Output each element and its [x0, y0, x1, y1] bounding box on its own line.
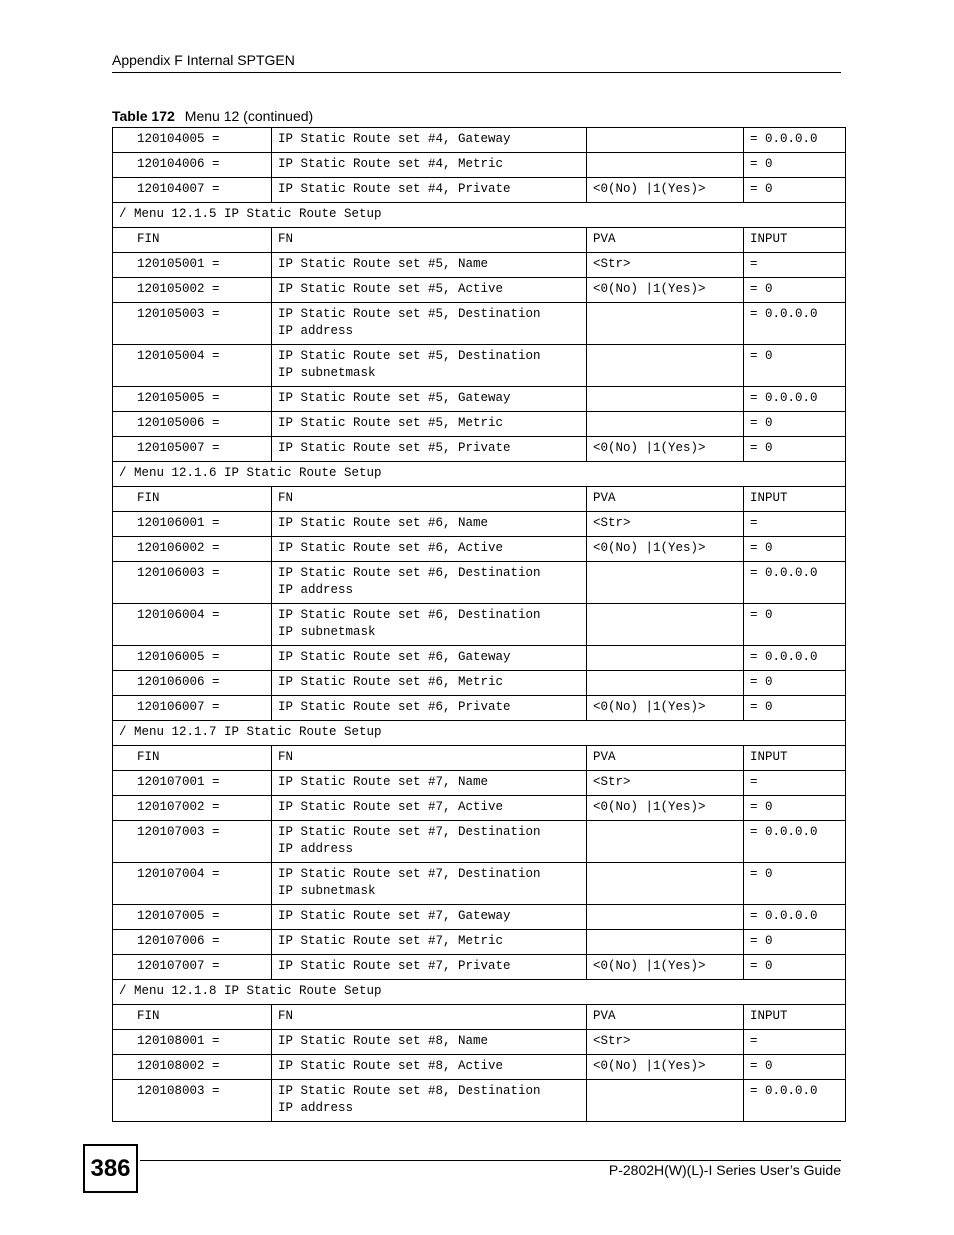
table-row — [113, 863, 846, 905]
table-row — [113, 303, 846, 345]
footer-divider — [140, 1160, 841, 1161]
fn-line: IP Static Route set #8, Name — [278, 1034, 489, 1048]
fn-header — [272, 1005, 587, 1030]
fn-line: IP Static Route set #5, Private — [278, 441, 511, 455]
fn-header — [272, 746, 587, 771]
input-cell: = 0.0.0.0 — [744, 562, 846, 604]
fn-line: IP Static Route set #7, Metric — [278, 934, 504, 948]
fn-cell — [272, 821, 587, 863]
fin-cell: 120108001 = — [113, 1030, 272, 1055]
fin-header: FIN — [113, 746, 272, 771]
pva-cell: <Str> — [587, 1030, 744, 1055]
input-cell: = — [744, 253, 846, 278]
fn-line: IP subnetmask — [278, 625, 376, 639]
pva-cell: <0(No) |1(Yes)> — [587, 537, 744, 562]
pva-cell: <0(No) |1(Yes)> — [587, 178, 744, 203]
fn-cell — [272, 303, 587, 345]
table-row — [113, 437, 846, 462]
input-cell: = 0 — [744, 930, 846, 955]
pva-cell — [587, 671, 744, 696]
fn-line: IP Static Route set #8, Destination — [278, 1084, 541, 1098]
fin-cell: 120106004 = — [113, 604, 272, 646]
fn-line: FN — [278, 232, 294, 246]
table-row — [113, 412, 846, 437]
input-header: INPUT — [744, 228, 846, 253]
table-row — [113, 387, 846, 412]
input-cell: = 0.0.0.0 — [744, 905, 846, 930]
section-header: Appendix F Internal SPTGEN — [112, 52, 295, 68]
table-header-row — [113, 746, 846, 771]
input-cell: = 0 — [744, 278, 846, 303]
input-cell: = 0 — [744, 537, 846, 562]
fn-cell — [272, 412, 587, 437]
fn-cell — [272, 278, 587, 303]
fn-line: IP Static Route set #6, Metric — [278, 675, 504, 689]
table-row — [113, 930, 846, 955]
fn-line: IP Static Route set #6, Destination — [278, 608, 541, 622]
section-row — [113, 980, 846, 1005]
pva-cell — [587, 821, 744, 863]
fn-line: IP Static Route set #6, Name — [278, 516, 489, 530]
fin-cell: 120106001 = — [113, 512, 272, 537]
pva-cell — [587, 604, 744, 646]
table-row — [113, 537, 846, 562]
fn-cell — [272, 345, 587, 387]
table-caption — [112, 108, 313, 124]
table-row — [113, 821, 846, 863]
pva-header: PVA — [587, 228, 744, 253]
fn-cell — [272, 905, 587, 930]
input-cell: = 0 — [744, 345, 846, 387]
fn-header — [272, 228, 587, 253]
table-header-row — [113, 228, 846, 253]
fn-cell — [272, 1030, 587, 1055]
fn-header — [272, 487, 587, 512]
pva-cell: <0(No) |1(Yes)> — [587, 278, 744, 303]
section-title: / Menu 12.1.5 IP Static Route Setup — [113, 203, 846, 228]
fin-cell: 120104007 = — [113, 178, 272, 203]
table-row — [113, 178, 846, 203]
fin-cell: 120105007 = — [113, 437, 272, 462]
fin-cell: 120107001 = — [113, 771, 272, 796]
fin-cell: 120108002 = — [113, 1055, 272, 1080]
section-title: / Menu 12.1.6 IP Static Route Setup — [113, 462, 846, 487]
pva-cell: <0(No) |1(Yes)> — [587, 1055, 744, 1080]
fn-cell — [272, 604, 587, 646]
fn-line: IP subnetmask — [278, 884, 376, 898]
fin-cell: 120106005 = — [113, 646, 272, 671]
pva-cell: <0(No) |1(Yes)> — [587, 437, 744, 462]
fin-cell: 120106002 = — [113, 537, 272, 562]
fin-cell: 120105003 = — [113, 303, 272, 345]
fn-cell — [272, 562, 587, 604]
section-title: / Menu 12.1.7 IP Static Route Setup — [113, 721, 846, 746]
pva-cell — [587, 646, 744, 671]
input-cell: = 0.0.0.0 — [744, 1080, 846, 1122]
fn-line: IP Static Route set #5, Metric — [278, 416, 504, 430]
fn-line: IP Static Route set #6, Destination — [278, 566, 541, 580]
fin-cell: 120108003 = — [113, 1080, 272, 1122]
pva-cell — [587, 905, 744, 930]
fn-line: IP address — [278, 324, 354, 338]
fin-cell: 120105006 = — [113, 412, 272, 437]
table-row — [113, 512, 846, 537]
fn-cell — [272, 1055, 587, 1080]
fn-line: IP Static Route set #5, Gateway — [278, 391, 511, 405]
input-cell: = 0.0.0.0 — [744, 303, 846, 345]
fin-cell: 120107005 = — [113, 905, 272, 930]
fin-header: FIN — [113, 487, 272, 512]
table-row — [113, 278, 846, 303]
pva-cell: <0(No) |1(Yes)> — [587, 696, 744, 721]
fin-cell: 120105004 = — [113, 345, 272, 387]
input-header: INPUT — [744, 487, 846, 512]
section-title: / Menu 12.1.8 IP Static Route Setup — [113, 980, 846, 1005]
fin-cell: 120104006 = — [113, 153, 272, 178]
input-cell: = 0.0.0.0 — [744, 646, 846, 671]
pva-cell — [587, 930, 744, 955]
input-cell: = 0 — [744, 955, 846, 980]
fin-cell: 120105005 = — [113, 387, 272, 412]
fn-cell — [272, 863, 587, 905]
fin-header: FIN — [113, 1005, 272, 1030]
table-row — [113, 771, 846, 796]
pva-cell — [587, 412, 744, 437]
fn-line: IP Static Route set #6, Gateway — [278, 650, 511, 664]
pva-cell — [587, 128, 744, 153]
pva-cell: <0(No) |1(Yes)> — [587, 796, 744, 821]
fin-cell: 120107002 = — [113, 796, 272, 821]
fn-line: IP Static Route set #4, Private — [278, 182, 511, 196]
fn-line: IP Static Route set #7, Destination — [278, 867, 541, 881]
fn-cell — [272, 930, 587, 955]
pva-cell: <0(No) |1(Yes)> — [587, 955, 744, 980]
fn-line: IP Static Route set #5, Active — [278, 282, 504, 296]
menu-table-container — [112, 127, 845, 1122]
table-row — [113, 646, 846, 671]
fn-line: IP Static Route set #8, Active — [278, 1059, 504, 1073]
table-header-row — [113, 487, 846, 512]
pva-cell: <Str> — [587, 512, 744, 537]
input-cell: = 0 — [744, 696, 846, 721]
table-row — [113, 1055, 846, 1080]
input-cell: = 0 — [744, 437, 846, 462]
fn-cell — [272, 178, 587, 203]
fn-line: IP Static Route set #7, Private — [278, 959, 511, 973]
fn-line: IP Static Route set #4, Metric — [278, 157, 504, 171]
pva-header: PVA — [587, 1005, 744, 1030]
fn-cell — [272, 128, 587, 153]
fn-line: IP Static Route set #7, Active — [278, 800, 504, 814]
table-row — [113, 696, 846, 721]
fn-line: IP Static Route set #5, Destination — [278, 349, 541, 363]
fn-cell — [272, 437, 587, 462]
section-row — [113, 721, 846, 746]
input-cell: = 0.0.0.0 — [744, 128, 846, 153]
table-row — [113, 345, 846, 387]
table-row — [113, 253, 846, 278]
input-cell: = — [744, 771, 846, 796]
pva-cell — [587, 562, 744, 604]
fin-header: FIN — [113, 228, 272, 253]
fn-cell — [272, 671, 587, 696]
fn-line: IP Static Route set #5, Name — [278, 257, 489, 271]
fin-cell: 120107004 = — [113, 863, 272, 905]
table-row — [113, 562, 846, 604]
fn-cell — [272, 512, 587, 537]
fin-cell: 120105001 = — [113, 253, 272, 278]
pva-cell — [587, 1080, 744, 1122]
page-number: 386 — [83, 1144, 138, 1193]
fin-cell: 120107006 = — [113, 930, 272, 955]
fn-line: IP address — [278, 842, 354, 856]
fin-cell: 120106006 = — [113, 671, 272, 696]
fn-line: IP Static Route set #6, Private — [278, 700, 511, 714]
fn-cell — [272, 696, 587, 721]
fin-cell: 120106007 = — [113, 696, 272, 721]
table-title: Menu 12 (continued) — [184, 108, 314, 124]
table-row — [113, 128, 846, 153]
fn-line: FN — [278, 750, 294, 764]
pva-cell: <Str> — [587, 253, 744, 278]
table-row — [113, 671, 846, 696]
input-cell: = 0 — [744, 671, 846, 696]
fn-line: FN — [278, 491, 294, 505]
input-cell: = 0 — [744, 604, 846, 646]
pva-cell — [587, 387, 744, 412]
input-cell: = — [744, 512, 846, 537]
fin-cell: 120104005 = — [113, 128, 272, 153]
section-row — [113, 203, 846, 228]
fn-line: IP Static Route set #7, Gateway — [278, 909, 511, 923]
input-cell: = 0 — [744, 153, 846, 178]
pva-cell — [587, 303, 744, 345]
fn-line: IP address — [278, 583, 354, 597]
fn-cell — [272, 387, 587, 412]
fn-cell — [272, 153, 587, 178]
fn-cell — [272, 1080, 587, 1122]
input-cell: = 0 — [744, 178, 846, 203]
table-row — [113, 153, 846, 178]
table-label: Table 172 — [112, 108, 175, 124]
pva-cell — [587, 345, 744, 387]
menu-table — [112, 127, 846, 1122]
pva-header: PVA — [587, 746, 744, 771]
fn-cell — [272, 796, 587, 821]
pva-cell: <Str> — [587, 771, 744, 796]
fn-line: IP address — [278, 1101, 354, 1115]
section-row — [113, 462, 846, 487]
input-cell: = 0 — [744, 1055, 846, 1080]
guide-title: P-2802H(W)(L)-I Series User’s Guide — [608, 1162, 841, 1178]
fn-line: IP Static Route set #5, Destination — [278, 307, 541, 321]
fn-cell — [272, 537, 587, 562]
fn-line: IP Static Route set #7, Name — [278, 775, 489, 789]
fn-cell — [272, 771, 587, 796]
table-row — [113, 955, 846, 980]
fn-cell — [272, 646, 587, 671]
input-cell: = 0 — [744, 412, 846, 437]
input-header: INPUT — [744, 1005, 846, 1030]
pva-cell — [587, 153, 744, 178]
fin-cell: 120107003 = — [113, 821, 272, 863]
menu-table-body — [113, 128, 846, 1122]
fn-cell — [272, 955, 587, 980]
header-divider — [112, 72, 841, 73]
input-cell: = 0 — [744, 796, 846, 821]
fn-line: IP subnetmask — [278, 366, 376, 380]
input-cell: = 0.0.0.0 — [744, 387, 846, 412]
input-header: INPUT — [744, 746, 846, 771]
fn-cell — [272, 253, 587, 278]
table-row — [113, 905, 846, 930]
input-cell: = 0 — [744, 863, 846, 905]
input-cell: = 0.0.0.0 — [744, 821, 846, 863]
fn-line: FN — [278, 1009, 294, 1023]
table-row — [113, 1080, 846, 1122]
pva-header: PVA — [587, 487, 744, 512]
fn-line: IP Static Route set #7, Destination — [278, 825, 541, 839]
fn-line: IP Static Route set #4, Gateway — [278, 132, 511, 146]
fin-cell: 120107007 = — [113, 955, 272, 980]
pva-cell — [587, 863, 744, 905]
table-header-row — [113, 1005, 846, 1030]
table-row — [113, 604, 846, 646]
table-row — [113, 1030, 846, 1055]
fin-cell: 120106003 = — [113, 562, 272, 604]
fn-line: IP Static Route set #6, Active — [278, 541, 504, 555]
fin-cell: 120105002 = — [113, 278, 272, 303]
table-row — [113, 796, 846, 821]
input-cell: = — [744, 1030, 846, 1055]
